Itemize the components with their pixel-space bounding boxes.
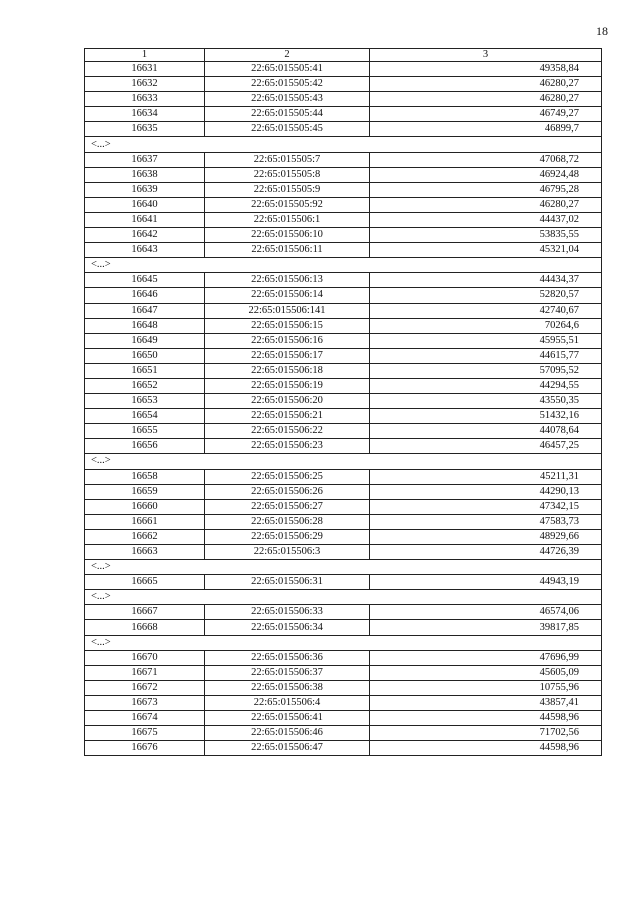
page-number: 18 [596,24,608,38]
row-number-cell: 16674 [85,711,205,726]
value-cell: 44598,96 [370,741,602,756]
cadastral-number-cell: 22:65:015506:37 [205,665,370,680]
row-number-cell: 16672 [85,680,205,695]
table-row [85,273,602,288]
table-row [85,514,602,529]
row-number-cell: 16675 [85,726,205,741]
row-number-cell: 16673 [85,695,205,710]
table-row [85,484,602,499]
table-row [85,62,602,77]
table-row [85,529,602,544]
cadastral-number-cell: 22:65:015506:38 [205,680,370,695]
cadastral-number-cell: 22:65:015505:8 [205,167,370,182]
cadastral-number-cell: 22:65:015505:41 [205,62,370,77]
value-cell: 47583,73 [370,514,602,529]
column-header-2: 2 [205,49,370,62]
value-cell: 44434,37 [370,273,602,288]
table-row-omission [85,635,602,650]
row-number-cell: 16676 [85,741,205,756]
table-row [85,318,602,333]
cadastral-number-cell: 22:65:015506:36 [205,650,370,665]
value-cell: 57095,52 [370,363,602,378]
value-cell: 45321,04 [370,243,602,258]
cadastral-number-cell: 22:65:015506:141 [205,303,370,318]
value-cell: 44726,39 [370,545,602,560]
cadastral-number-cell: 22:65:015506:18 [205,363,370,378]
row-number-cell: 16632 [85,77,205,92]
table-row [85,122,602,137]
table-row [85,288,602,303]
row-number-cell: 16648 [85,318,205,333]
table-row [85,469,602,484]
table-row [85,228,602,243]
value-cell: 44943,19 [370,575,602,590]
cadastral-number-cell: 22:65:015506:41 [205,711,370,726]
value-cell: 44294,55 [370,378,602,393]
cadastral-number-cell: 22:65:015506:16 [205,333,370,348]
omission-marker: <...> [85,258,602,273]
table-row [85,650,602,665]
value-cell: 46280,27 [370,197,602,212]
value-cell: 42740,67 [370,303,602,318]
row-number-cell: 16650 [85,348,205,363]
cadastral-number-cell: 22:65:015505:44 [205,107,370,122]
value-cell: 46280,27 [370,92,602,107]
table-row [85,378,602,393]
value-cell: 10755,96 [370,680,602,695]
table-row [85,167,602,182]
table-row [85,620,602,635]
cadastral-number-cell: 22:65:015505:7 [205,152,370,167]
table-row [85,711,602,726]
cadastral-number-cell: 22:65:015505:43 [205,92,370,107]
value-cell: 46795,28 [370,182,602,197]
value-cell: 44598,96 [370,711,602,726]
cadastral-number-cell: 22:65:015505:9 [205,182,370,197]
row-number-cell: 16652 [85,378,205,393]
cadastral-number-cell: 22:65:015506:31 [205,575,370,590]
omission-marker: <...> [85,590,602,605]
row-number-cell: 16662 [85,529,205,544]
table-row [85,348,602,363]
row-number-cell: 16661 [85,514,205,529]
value-cell: 49358,84 [370,62,602,77]
row-number-cell: 16635 [85,122,205,137]
row-number-cell: 16663 [85,545,205,560]
cadastral-number-cell: 22:65:015506:3 [205,545,370,560]
cadastral-number-cell: 22:65:015505:92 [205,197,370,212]
row-number-cell: 16638 [85,167,205,182]
cadastral-number-cell: 22:65:015505:45 [205,122,370,137]
table-row [85,695,602,710]
value-cell: 46899,7 [370,122,602,137]
row-number-cell: 16665 [85,575,205,590]
row-number-cell: 16654 [85,409,205,424]
value-cell: 44078,64 [370,424,602,439]
row-number-cell: 16639 [85,182,205,197]
table-row [85,575,602,590]
value-cell: 46457,25 [370,439,602,454]
row-number-cell: 16660 [85,499,205,514]
row-number-cell: 16671 [85,665,205,680]
value-cell: 46574,06 [370,605,602,620]
value-cell: 52820,57 [370,288,602,303]
cadastral-number-cell: 22:65:015506:11 [205,243,370,258]
table-row-omission [85,590,602,605]
cadastral-number-cell: 22:65:015505:42 [205,77,370,92]
table-body [85,49,602,756]
cadastral-number-cell: 22:65:015506:29 [205,529,370,544]
value-cell: 47342,15 [370,499,602,514]
column-header-1: 1 [85,49,205,62]
table-row [85,197,602,212]
row-number-cell: 16642 [85,228,205,243]
table-row [85,726,602,741]
cadastral-number-cell: 22:65:015506:21 [205,409,370,424]
omission-marker: <...> [85,137,602,152]
value-cell: 71702,56 [370,726,602,741]
row-number-cell: 16641 [85,212,205,227]
value-cell: 46749,27 [370,107,602,122]
row-number-cell: 16646 [85,288,205,303]
value-cell: 47068,72 [370,152,602,167]
row-number-cell: 16659 [85,484,205,499]
cadastral-number-cell: 22:65:015506:27 [205,499,370,514]
row-number-cell: 16633 [85,92,205,107]
table-row [85,409,602,424]
column-header-3: 3 [370,49,602,62]
table-row [85,333,602,348]
row-number-cell: 16645 [85,273,205,288]
data-table [84,48,602,756]
row-number-cell: 16634 [85,107,205,122]
cadastral-number-cell: 22:65:015506:19 [205,378,370,393]
value-cell: 43857,41 [370,695,602,710]
table-row [85,182,602,197]
value-cell: 45955,51 [370,333,602,348]
table-row [85,303,602,318]
cadastral-number-cell: 22:65:015506:13 [205,273,370,288]
value-cell: 44437,02 [370,212,602,227]
value-cell: 70264,6 [370,318,602,333]
row-number-cell: 16656 [85,439,205,454]
row-number-cell: 16653 [85,394,205,409]
value-cell: 46924,48 [370,167,602,182]
row-number-cell: 16640 [85,197,205,212]
value-cell: 44615,77 [370,348,602,363]
cadastral-number-cell: 22:65:015506:33 [205,605,370,620]
value-cell: 48929,66 [370,529,602,544]
table-row [85,499,602,514]
cadastral-number-cell: 22:65:015506:4 [205,695,370,710]
value-cell: 53835,55 [370,228,602,243]
cadastral-number-cell: 22:65:015506:25 [205,469,370,484]
table-row [85,212,602,227]
value-cell: 47696,99 [370,650,602,665]
omission-marker: <...> [85,454,602,469]
table-row [85,77,602,92]
value-cell: 39817,85 [370,620,602,635]
table-row-omission [85,258,602,273]
table-row [85,243,602,258]
table-row [85,107,602,122]
row-number-cell: 16668 [85,620,205,635]
table-row-omission [85,560,602,575]
table-row [85,680,602,695]
cadastral-number-cell: 22:65:015506:22 [205,424,370,439]
table-row [85,545,602,560]
table-row [85,424,602,439]
table-row-omission [85,454,602,469]
cadastral-number-cell: 22:65:015506:26 [205,484,370,499]
table-row [85,92,602,107]
table-row [85,605,602,620]
cadastral-number-cell: 22:65:015506:47 [205,741,370,756]
table-row [85,439,602,454]
cadastral-number-cell: 22:65:015506:1 [205,212,370,227]
cadastral-number-cell: 22:65:015506:46 [205,726,370,741]
row-number-cell: 16647 [85,303,205,318]
row-number-cell: 16655 [85,424,205,439]
row-number-cell: 16643 [85,243,205,258]
value-cell: 43550,35 [370,394,602,409]
cadastral-number-cell: 22:65:015506:23 [205,439,370,454]
row-number-cell: 16651 [85,363,205,378]
value-cell: 46280,27 [370,77,602,92]
table-header-row [85,49,602,62]
omission-marker: <...> [85,635,602,650]
table-row-omission [85,137,602,152]
cadastral-number-cell: 22:65:015506:20 [205,394,370,409]
value-cell: 45605,09 [370,665,602,680]
row-number-cell: 16658 [85,469,205,484]
table-row [85,741,602,756]
cadastral-number-cell: 22:65:015506:14 [205,288,370,303]
cadastral-number-cell: 22:65:015506:28 [205,514,370,529]
row-number-cell: 16649 [85,333,205,348]
row-number-cell: 16631 [85,62,205,77]
row-number-cell: 16667 [85,605,205,620]
cadastral-number-cell: 22:65:015506:17 [205,348,370,363]
cadastral-number-cell: 22:65:015506:34 [205,620,370,635]
table-row [85,394,602,409]
row-number-cell: 16637 [85,152,205,167]
row-number-cell: 16670 [85,650,205,665]
table-row [85,363,602,378]
cadastral-number-cell: 22:65:015506:10 [205,228,370,243]
value-cell: 44290,13 [370,484,602,499]
value-cell: 51432,16 [370,409,602,424]
omission-marker: <...> [85,560,602,575]
table-row [85,152,602,167]
cadastral-number-cell: 22:65:015506:15 [205,318,370,333]
table-row [85,665,602,680]
value-cell: 45211,31 [370,469,602,484]
